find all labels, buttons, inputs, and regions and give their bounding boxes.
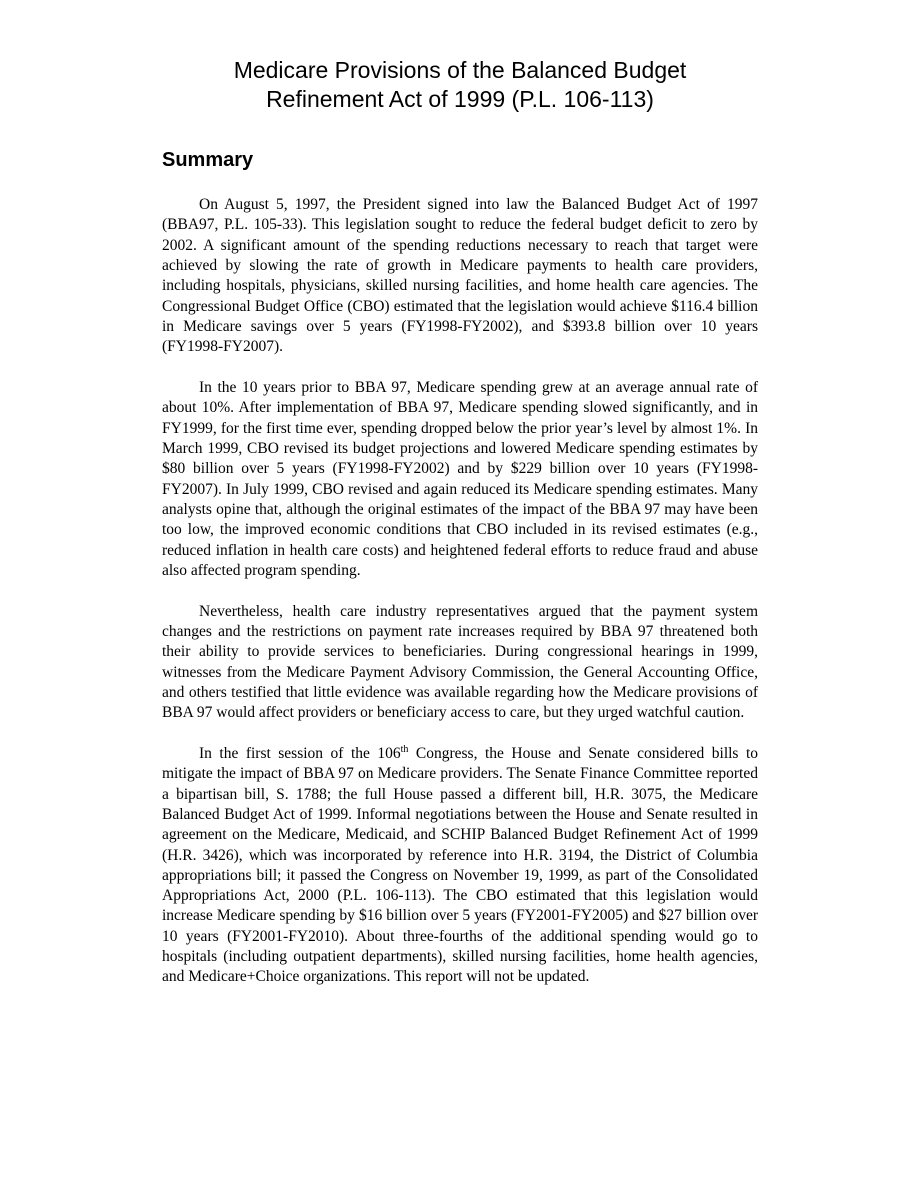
summary-body — [162, 195, 758, 1008]
ordinal-superscript: th — [400, 743, 409, 755]
title-line-1: Medicare Provisions of the Balanced Budget — [233, 57, 687, 83]
paragraph-4-text-rest: Congress, the House and Senate considered bills to mitigate the impact of BBA 97 on Medicare providers. The Senate Finance Committee reported a bipartisan bill, S. 1788; the full House passed a different bill, H.R. 3075, the Medicare Balanced Budget Act of 1999. Informal negotiations between the House and Senate resulted in agreement on the Medicare, Medicaid, and SCHIP Balanced Budget Refinement Act of 1999 (H.R. 3426), which was incorporated by reference into H.R. 3194, the District of Columbia appropriations bill; it passed the Congress on November 19, 1999, as part of the Consolidated Appropriations Act, 2000 (P.L. 106-113). The CBO estimated that this legislation would increase Medicare spending by $16 billion over 5 years (FY2001-FY2005) and $27 billion over 10 years (FY2001-FY2010). About three-fourths of the additional spending would go to hospitals (including outpatient departments), skilled nursing facilities, home health agencies, and Medicare+Choice organizations. This report will not be updated. — [162, 744, 759, 986]
summary-paragraph-4 — [162, 744, 758, 988]
title-line-2: Refinement Act of 1999 (P.L. 106-113) — [266, 86, 654, 112]
paragraph-4-text-start: In the first session of the 106 — [199, 744, 401, 762]
summary-paragraph-1: On August 5, 1997, the President signed into law the Balanced Budget Act of 1997 (BBA97, P.L. 105-33). This legislation sought to reduce the federal budget deficit to zero by 2002. A significant amount of the spending reductions necessary to reach that target were achieved by slowing the rate of growth in Medicare payments to health care providers, including hospitals, physicians, skilled nursing facilities, and home health care agencies. The Congressional Budget Office (CBO) estimated that the legislation would achieve $116.4 billion in Medicare savings over 5 years (FY1998-FY2002), and $393.8 billion over 10 years (FY1998-FY2007). — [162, 196, 758, 356]
section-heading-summary: Summary — [162, 149, 254, 171]
document-title — [162, 56, 758, 114]
summary-paragraph-3: Nevertheless, health care industry representatives argued that the payment system changes and the restrictions on payment rate increases required by BBA 97 threatened both their ability to provide services to beneficiaries. During congressional hearings in 1999, witnesses from the Medicare Payment Advisory Commission, the General Accounting Office, and others testified that little evidence was available regarding how the Medicare provisions of BBA 97 would affect providers or beneficiary access to care, but they urged watchful caution. — [162, 602, 758, 722]
summary-paragraph-2: In the 10 years prior to BBA 97, Medicare spending grew at an average annual rate of about 10%. After implementation of BBA 97, Medicare spending slowed significantly, and in FY1999, for the first time ever, spending dropped below the prior year’s level by almost 1%. In March 1999, CBO revised its budget projections and lowered Medicare spending estimates by $80 billion over 5 years (FY1998-FY2002) and by $229 billion over 10 years (FY1998-FY2007). In July 1999, CBO revised and again reduced its Medicare spending estimates. Many analysts opine that, although the original estimates of the impact of the BBA 97 may have been too low, the improved economic conditions that CBO included in its revised estimates (e.g., reduced inflation in health care costs) and heightened federal efforts to reduce fraud and abuse also affected program spending. — [162, 378, 758, 579]
